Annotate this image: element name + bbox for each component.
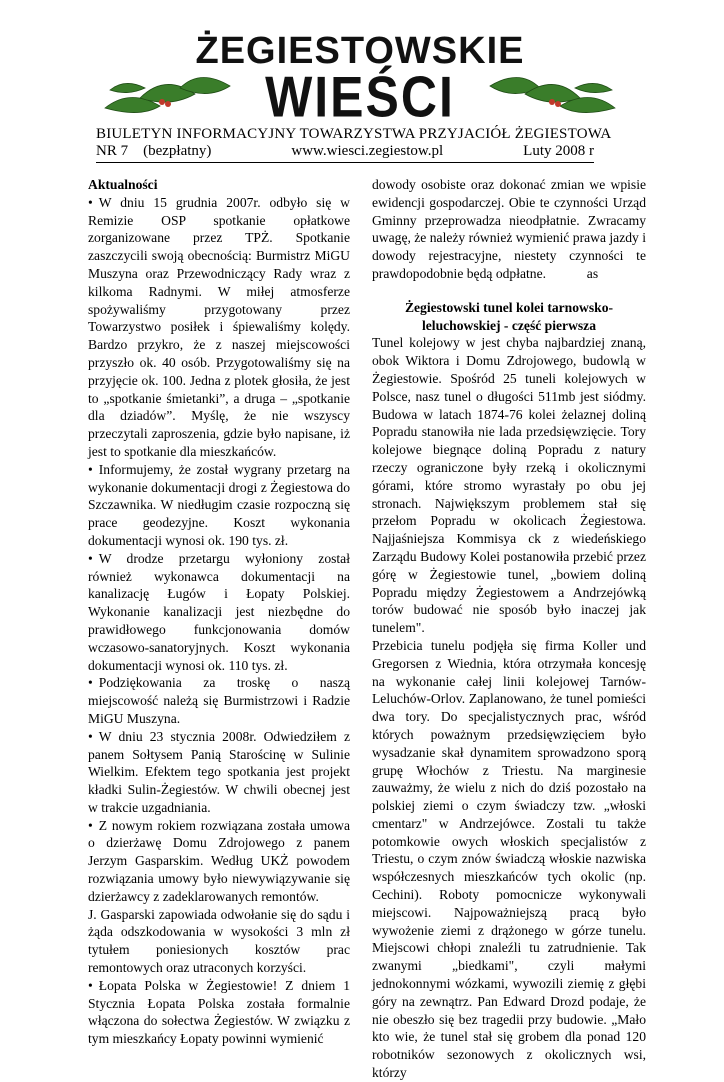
section-heading: Aktualności [88, 177, 158, 192]
issue-date: Luty 2008 r [523, 143, 594, 159]
news-item: • W dniu 15 grudnia 2007r. odbyło się w Remizie OSP spotkanie opłatkowe zorganizowane przez TPŻ. Spotkanie zaszczycili swoją obecnością: Burmistrz MiGU Muszyna oraz Przewodniczący Rady wraz z kilkoma Radnymi. W miłej atmosferze spożywaliśmy przygotowany przez Towarzystwo posiłek i śpiewaliśmy kolędy. Bardzo przykro, że z naszej miejscowości przyszło ok. 40 osób. Przygotowaliśmy się na przyjęcie ok. 100. Jedna z plotek głosiła, że jest to „spotkanie śmietanki”, a druga – „spotkanie dla dziadów”. Myślę, że nie wszyscy przeczytali zaproszenia, gdzie było napisane, iż jest to spotkanie dla mieszkańców. [88, 194, 350, 461]
issue-number: NR 7 (bezpłatny) [96, 143, 212, 159]
news-item: J. Gasparski zapowiada odwołanie się do sądu i żąda odszkodowania w wysokości 3 mln zł tytułem poniesionych kosztów prac remontowych oraz utraconych korzyści. [88, 906, 350, 976]
news-item: • Z nowym rokiem rozwiązana została umowa o dzierżawę Domu Zdrojowego z panem Jerzym Gasparskim. Według UKŻ powodem rozwiązania umowy było niewywiązywanie się dzierżawcy z zadeklarowanych remontów. [88, 817, 350, 906]
article-paragraph: Przebicia tunelu podjęła się firma Koller und Gregorsen z Wiednia, która otrzymała koncesję na wykonanie całej linii kolejowej Tarnów-Leluchów-Orlov. Zaplanowano, że tunel pomieści dwa tory. Do specjalistycznych prac, wśród których poważnym przedsięwzięciem było wysadzanie skał dynamitem sprowadzono sporą grupę Włochów z Triestu. Na marginesie zauważmy, że wielu z nich do dziś pozostało na polskiej ziemi o czym świadczy tzw. „włoski cmentarz" w Andrzejówce. Zostali tu także potomkowie owych włoskich specjalistów z Triestu, o czym znów świadczą włoskie nazwiska współczesnych mieszkańców tych okolic (np. Cechini). Roboty pomocnicze wykonywali miejscowi. Najpoważniejszą pracą było wywożenie ziemi z drążonego w górze tunelu. Miejscowi chłopi znaleźli tu zatrudnienie. Tak zwanymi „biedkami", czyli małymi jednokonnymi wózkami, wywozili ziemię z głębi góry na zewnątrz. Pan Edward Drozd podaje, że nie obeszło się bez tragedii przy budowie. „Mało kto wie, że tunel stał się grobem dla ponad 120 robotników sezonowych z okolicznych wsi, którzy [372, 637, 646, 1081]
masthead-title-top: ŻEGIESTOWSKIE [195, 30, 525, 72]
news-item: • Informujemy, że został wygrany przetarg na wykonanie dokumentacji drogi z Żegiestowa do Szczawnika. W niedługim czasie rozpoczną się prace geodezyjne. Koszt wykonania dokumentacji wynosi ok. 190 tys. zł. [88, 461, 350, 550]
bulletin-subtitle: BIULETYN INFORMACYJNY TOWARZYSTWA PRZYJACIÓŁ ŻEGIESTOWA [96, 126, 612, 142]
article-title: Żegiestowski tunel kolei tarnowsko-leluchowskiej - część pierwsza [404, 299, 614, 333]
issue-info-line [96, 143, 594, 163]
website-link[interactable]: www.wiesci.zegiestow.pl [291, 143, 444, 159]
masthead [100, 28, 620, 128]
masthead-title-main: WIEŚCI [265, 64, 455, 130]
news-item: • Łopata Polska w Żegiestowie! Z dniem 1 Stycznia Łopata Polska została formalnie włączona do sołectwa Żegiestów. W związku z tym mieszkańcy Łopaty powinni wymienić [88, 977, 350, 1048]
right-column [372, 176, 650, 1082]
news-item: • Podziękowania za troskę o naszą miejscowość należą się Burmistrzowi i Radzie MiGU Muszyna. [88, 674, 350, 727]
left-column [88, 176, 350, 1048]
news-item: • W dniu 23 stycznia 2008r. Odwiedziłem z panem Sołtysem Panią Starościnę w Sulinie Wielkim. Efektem tego spotkania jest projekt kładki Sulin-Żegiestów. W chwili obecnej jest w trakcie uzgadniania. [88, 728, 350, 817]
article-paragraph: Tunel kolejowy w jest chyba najbardziej znaną, obok Wiktora i Domu Zdrojowego, budowlą w Żegiestowie. Spośród 25 tuneli kolejowych w Polsce, nasz tunel o długości 511mb jest siódmy. Budowa w latach 1874-76 kolei żelaznej doliną Popradu stanowiła nie lada przedsięwzięcie. Tory kolejowe biegnące doliną Popradu z natury rzeczy ograniczone były rzeką i okolicznymi górami, które stromo wyrastały po obu jej stronach. Największym problemem stał się przełom Popradu w okolicach Żegiestowa. Najjaśniejsza Kommisya ck z wiedeńskiego Zarządu Budowy Kolei postanowiła przebić przez górę w Żegiestowie tunel, „bowiem doliną Popradu między Żegiestowem a Andrzejówką torów budować nie sposób było inaczej jak tunelem". [372, 335, 646, 636]
continued-text: dowody osobiste oraz dokonać zmian we wpisie ewidencji gospodarczej. Obie te czynności Urząd Gminny przeprowadza nieodpłatnie. Zwracamy uwagę, że należy również wymienić prawa jazdy i dowody rejestracyjne, niestety czynności te prawdopodobnie będą odpłatne. as [372, 177, 650, 281]
news-item: • W drodze przetargu wyłoniony został również wykonawca dokumentacji na kanalizację Ługów i Łopaty Polskiej. Wykonanie kanalizacji jest niezbędne do prawidłowego funkcjonowania domów wczasowo-sanatoryjnych. Koszt wykonania dokumentacji wynosi ok. 110 tys. zł. [88, 550, 350, 675]
